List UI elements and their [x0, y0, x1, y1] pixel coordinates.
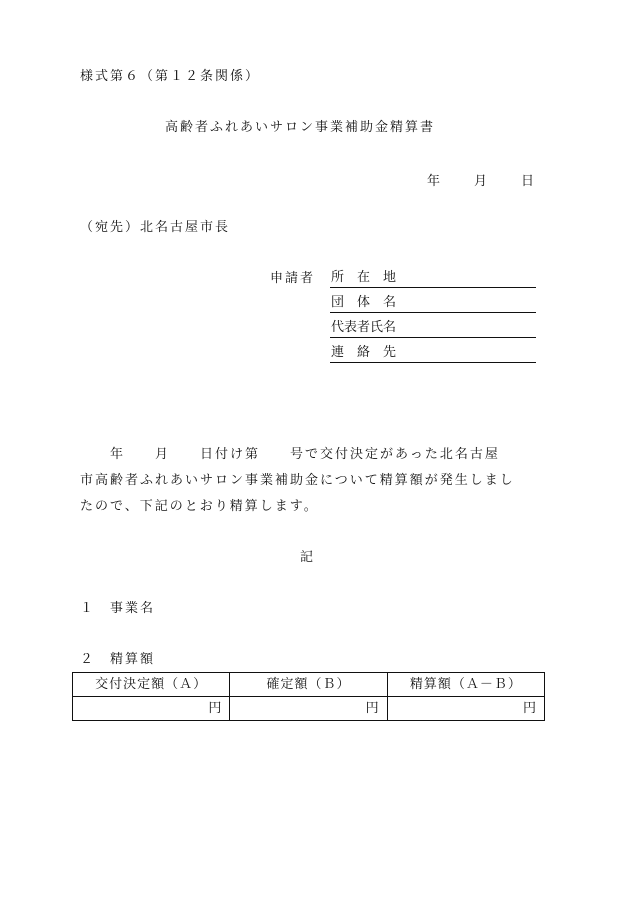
representative-name-label: 代表者氏名: [331, 320, 397, 335]
confirmed-amount-cell[interactable]: 円: [230, 697, 387, 721]
address-label: 所 在 地: [331, 270, 397, 285]
organization-name-field[interactable]: [330, 295, 536, 313]
body-text-line-3: たので、下記のとおり精算します。: [80, 499, 319, 514]
date-month-label: 月: [474, 174, 488, 189]
organization-name-label: 団 体 名: [331, 295, 397, 310]
date-year-label: 年: [427, 174, 441, 189]
representative-name-field[interactable]: [330, 320, 536, 338]
address-field[interactable]: [330, 270, 536, 288]
settlement-amount-table: [72, 672, 545, 721]
settlement-amount-cell[interactable]: 円: [387, 697, 544, 721]
form-number: 様式第６（第１２条関係）: [80, 69, 261, 84]
ki-heading: 記: [300, 550, 314, 565]
date-day-label: 日: [521, 174, 535, 189]
body-text-line-1: 年 月 日付け第 号で交付決定があった北名古屋: [80, 447, 500, 462]
applicant-label: 申請者: [270, 271, 316, 286]
header-settlement-amount: 精算額（Ａ－Ｂ）: [387, 673, 544, 697]
item-1-project-name: １ 事業名: [80, 601, 156, 616]
grant-decision-amount-cell[interactable]: 円: [73, 697, 230, 721]
body-text-line-2: 市高齢者ふれあいサロン事業補助金について精算額が発生しまし: [80, 473, 515, 488]
table-value-row: [73, 697, 545, 721]
item-2-settlement-amount: ２ 精算額: [80, 652, 156, 667]
addressee: （宛先）北名古屋市長: [80, 220, 231, 235]
header-grant-decision-amount: 交付決定額（Ａ）: [73, 673, 230, 697]
contact-label: 連 絡 先: [331, 345, 397, 360]
header-confirmed-amount: 確定額（Ｂ）: [230, 673, 387, 697]
contact-field[interactable]: [330, 345, 536, 363]
document-title: 高齢者ふれあいサロン事業補助金精算書: [165, 120, 436, 135]
table-header-row: [73, 673, 545, 697]
